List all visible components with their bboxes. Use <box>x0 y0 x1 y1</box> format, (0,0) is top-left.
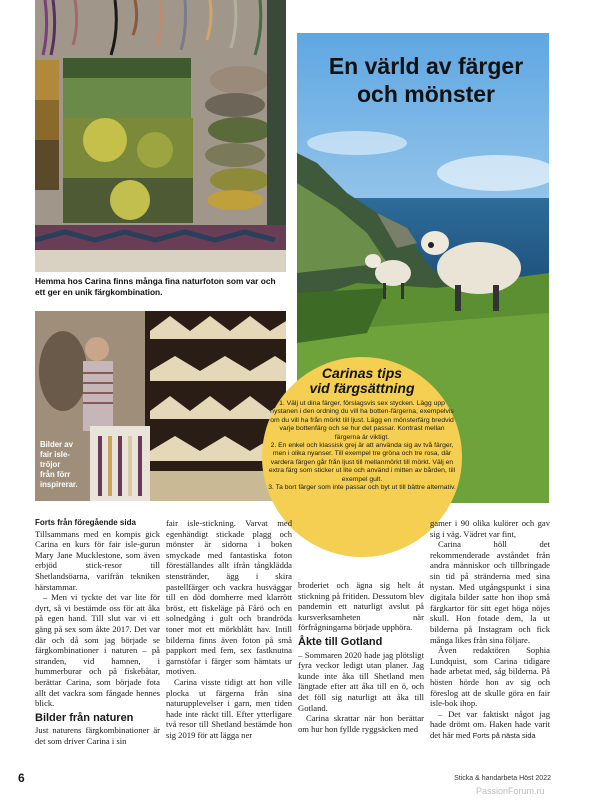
body-column-1 <box>35 518 160 746</box>
tips-list <box>262 400 462 492</box>
fairisle-caption-line: fair isle- <box>40 450 70 459</box>
body-column-4 <box>430 518 550 741</box>
paragraph: Tillsammans med en kompis gick Carina en kurs för fair isle-gurun Mary Jane Mucklestone, som även erbjöd stick-resor till Shetlandsöarna, varifrån tekniken härstammar. <box>35 528 160 592</box>
paragraph: Carina visste tidigt att hon ville plocka ut färgerna från sina naturupplevelser i garn, men tiden hade inte räckt till. Efter ytterligare två resor till Shetland bestämde hon sig 2019 för att lägga ner <box>166 676 292 740</box>
paragraph: Carina höll det rekommenderade avståndet från andra människor och tillbringade sin tid på stränderna med sina nystan. Med utgångspunkt i sina digitala bilder satte hon ihop små färgkartor för sitt eget höga nöjes skull. Hon fotade dem, la ut bilderna på Instagram och fick många likes från sina följare. <box>430 539 550 645</box>
paragraph: – Men vi tyckte det var lite för dyrt, så vi bestämde oss för att åka på egen hand. Till slut var vi ett gäng på sex som åkte 2017. Det var där och då som jag började se färgkombinationer i naturen – på stranden, vid hamnen, i hummerburar och på fiskebåtar, berättar Carina, som började fota allt det vackra som fångade hennes blick. <box>35 592 160 709</box>
photo-caption-top <box>35 276 285 298</box>
tips-item-2: 2. En enkel och klassisk grej är att använda sig av två färger, men i olika nyanser. Till exempel tre gröna och tre rosa, där vardera färgen går från ljust till mellanmörkt till mörkt. Välj en extra färg som sticker ut lite och använd i mitten av bården, till exempel gult. <box>268 442 456 483</box>
article-title <box>310 52 542 108</box>
magazine-footer: Sticka & handarbeta Höst 2022 <box>454 775 551 782</box>
paragraph: broderiet och ägna sig helt åt stickning på fritiden. Dessutom blev pandemin ett naturligt avslut på kursverksamheten när förfrågningarna började upphöra. <box>298 580 424 633</box>
fairisle-caption-line: inspirerar. <box>40 480 78 489</box>
photo-caption-fairisle <box>40 440 90 490</box>
watermark: PassionForum.ru <box>476 786 545 796</box>
paragraph: Just naturens färgkombinationer är det som driver Carina i sin <box>35 725 160 746</box>
tips-content <box>262 366 462 492</box>
paragraph: – Sommaren 2020 hade jag plötsligt fyra veckor ledigt utan planer. Jag kunde inte åka till Shetland men längtade efter att åka till en ö, och det föll sig naturligt att åka till Gotland. <box>298 649 424 713</box>
tips-item-1: 1. Välj ut dina färger, förslagsvis sex stycken. Lägg upp nystanen i den ordning du vill ha botten-färgerna, exempelvis om du vill ha från mörkt till ljust. Lägg en mönsterfärg bredvid varje bottenfärg och se hur det passar. Kontrast mellan färgerna är viktigt. <box>270 400 454 441</box>
paragraph-text: – Det var faktiskt något jag hade drömt om. Haken hade varit det här med <box>430 708 550 740</box>
paragraph <box>430 709 550 742</box>
caption-top-text: Hemma hos Carina finns många fina naturfoton som var och ett ger en unik färgkombination. <box>35 276 276 297</box>
section-heading: Åkte till Gotland <box>298 635 383 648</box>
body-column-3 <box>298 580 424 734</box>
lead-continued: Forts från föregående sida <box>35 518 136 527</box>
paragraph: fair isle-stickning. Varvat med egenhändigt stickade plagg och mönster är sidorna i boken smyckade med fantastiska foton föreställandes allt ifrån tångklädda stenstränder, ägg i skira pastellfärger och vackra husväggar till en död domherre med klarrött bröst, ett fiskeläge på Fårö och en solnedgång i gult och brandröda toner mot ett mörkblått hav. Intill bilderna finns även foton på små pappkort med fem, sex fastknutna garnstöfar i färger som hämtats ur motiven. <box>166 518 292 677</box>
tips-title-line-2: vid färgsättning <box>309 380 415 396</box>
paragraph: gamer i 90 olika kulörer och gav sig i väg. Vädret var fint, <box>430 518 550 539</box>
continued-link[interactable]: Forts på nästa sida <box>472 730 536 740</box>
paragraph: Även redaktören Sophia Lundquist, som Carina tidigare hade arbetat med, såg bilderna. På hösten hörde hon av sig och föreslog att de skulle göra en fair isle-bok ihop. <box>430 645 550 709</box>
fairisle-caption-line: tröjor <box>40 460 61 469</box>
body-column-2 <box>166 518 292 740</box>
fairisle-caption-line: Bilder av <box>40 440 73 449</box>
paragraph: Carina skrattar när hon berättar om hur hon fyllde ryggsäcken med <box>298 713 424 734</box>
title-line-1: En värld av färger <box>328 53 524 79</box>
tips-item-3: 3. Ta bort färger som inte passar och byt ut till bättre alternativ. <box>268 484 456 492</box>
page-number: 6 <box>18 771 25 785</box>
tips-title <box>262 366 462 396</box>
tips-title-line-1: Carinas tips <box>321 365 403 381</box>
fairisle-caption-line: från förr <box>40 470 71 479</box>
title-line-2: och mönster <box>356 81 496 107</box>
section-heading: Bilder från naturen <box>35 711 134 724</box>
photo-yarn-nature <box>35 0 286 272</box>
photo-yarn-nature-art <box>35 0 286 272</box>
